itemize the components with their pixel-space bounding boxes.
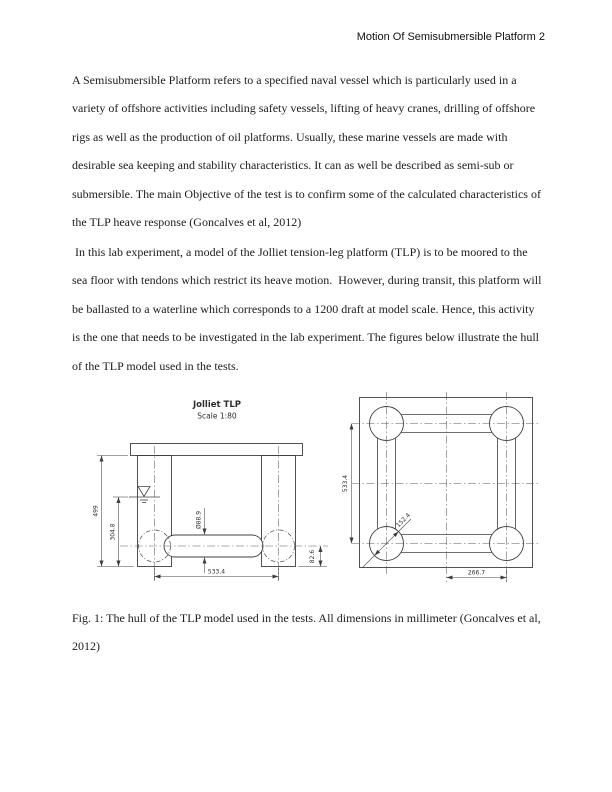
dim-plan-column-diameter-label: 152.4	[394, 511, 412, 529]
figure-scale: Scale 1:80	[197, 411, 237, 421]
plan-view	[342, 392, 540, 582]
dim-front-height-label: 499	[92, 505, 100, 517]
deck-rect	[131, 444, 303, 456]
plan-centerlines	[352, 392, 540, 582]
dim-plan-spacing-label: 533.4	[342, 474, 349, 493]
figure-caption: Fig. 1: The hull of the TLP model used in the tests. All dimensions in millimeter (Goncalves et al, 2012)	[72, 611, 544, 654]
waterline-symbol	[129, 487, 160, 503]
dim-pontoon-diameter-label: Ø88.9	[195, 510, 203, 530]
running-head: Motion Of Semisubmersible Platform 2	[356, 31, 545, 43]
figure-title: Jolliet TLP	[193, 400, 241, 410]
front-centerlines	[120, 446, 328, 580]
dim-front-height	[97, 456, 134, 567]
front-view	[93, 400, 329, 581]
dim-front-keel-label: 82.6	[309, 549, 316, 564]
dim-front-draft-label: 304.8	[109, 523, 117, 541]
dim-plan-half-spacing-label: 266.7	[467, 569, 486, 577]
paragraph-1: A Semisubmersible Platform refers to a specified naval vessel which is particularly used in a variety of offshore activities including safety vessels, lifting of heavy cranes, drilling of offshore rigs as well as the production of oil platforms. Usually, these marine vessels are made with desirable sea keeping and stability characteristics. It can as well be described as semi-sub or submersible. The main Objective of the test is to confirm some of the calculated characteristics of the TLP heave response (Goncalves et al, 2012)	[72, 73, 544, 230]
paragraph-2: In this lab experiment, a model of the Jolliet tension-leg platform (TLP) is to be moored to the sea floor with tendons which restrict its heave motion. However, during transit, this platform will be ballasted to a waterline which corresponds to a 1200 draft at model scale. Hence, this activity is the one that needs to be investigated in the lab experiment. The figures below illustrate the hull of the TLP model used in the tests.	[72, 245, 545, 373]
front-hull-outline	[131, 444, 303, 567]
dim-front-spacing-label: 533.4	[207, 568, 226, 576]
